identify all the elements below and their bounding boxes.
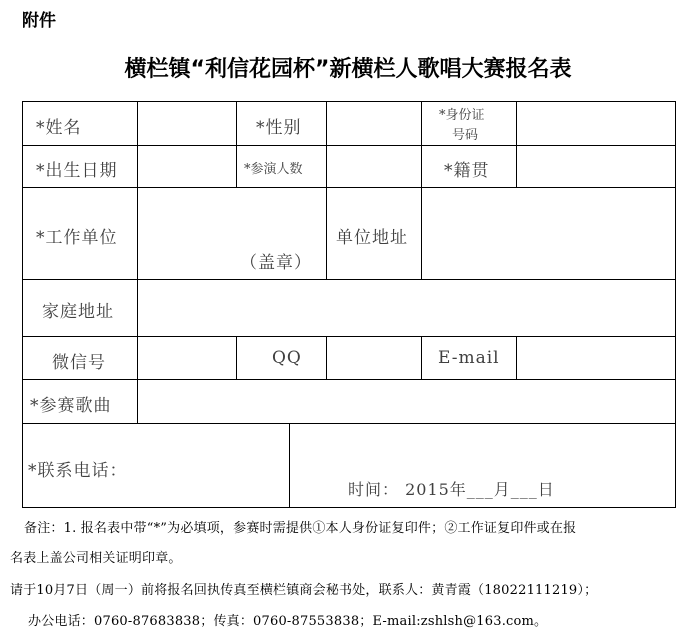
column-divider (516, 101, 517, 187)
column-divider (137, 379, 138, 423)
column-divider (421, 336, 422, 379)
contact-line: 办公电话：0760-87683838；传真：0760-87553838；E-mail:zshlsh@163.com。 (28, 614, 548, 629)
gender-label: *性别 (256, 118, 302, 138)
row-divider (22, 379, 676, 380)
qq-label: QQ (272, 348, 302, 368)
id-number-label-line1: *身份证 (439, 108, 485, 123)
id-number-label-line2: 号码 (452, 128, 479, 143)
birth-date-label: *出生日期 (36, 161, 118, 181)
column-divider (421, 101, 422, 187)
row-divider (22, 336, 676, 337)
column-divider (326, 101, 327, 187)
work-unit-label: *工作单位 (36, 228, 118, 248)
wechat-label: 微信号 (52, 353, 106, 373)
seal-note: （盖章） (240, 253, 312, 273)
native-place-label: *籍贯 (444, 161, 490, 181)
table-border-left (22, 101, 23, 508)
form-title: 横栏镇“利信花园杯”新横栏人歌唱大赛报名表 (124, 57, 572, 82)
column-divider (516, 336, 517, 379)
note-line-1: 备注：1. 报名表中带“*”为必填项，参赛时需提供①本人身份证复印件；②工作证复印件或在报 (24, 521, 577, 536)
phone-label: *联系电话： (28, 461, 128, 481)
column-divider (326, 336, 327, 379)
row-divider (22, 279, 676, 280)
column-divider (236, 101, 237, 187)
column-divider (137, 101, 138, 279)
column-divider (137, 279, 138, 336)
table-border-right (675, 101, 676, 508)
column-divider (137, 336, 138, 379)
unit-address-label: 单位地址 (336, 228, 408, 248)
song-label: *参赛歌曲 (30, 396, 112, 416)
row-divider (22, 145, 676, 146)
email-label: E-mail (438, 348, 500, 368)
table-border-bottom (22, 507, 676, 508)
attachment-label: 附件 (22, 11, 56, 31)
table-border-top (22, 101, 676, 102)
column-divider (421, 187, 422, 279)
column-divider (289, 423, 290, 507)
row-divider (22, 187, 676, 188)
row-divider (22, 423, 676, 424)
home-address-label: 家庭地址 (42, 302, 114, 322)
column-divider (236, 336, 237, 379)
column-divider (326, 187, 327, 279)
note-line-2: 名表上盖公司相关证明印章。 (10, 551, 182, 566)
date-line: 时间： 2015年___月___日 (348, 480, 555, 499)
name-label: *姓名 (36, 118, 82, 138)
participants-label: *参演人数 (244, 162, 303, 177)
deadline-line: 请于10月7日（周一）前将报名回执传真至横栏镇商会秘书处，联系人：黄青霞（18022111219）； (10, 583, 598, 598)
